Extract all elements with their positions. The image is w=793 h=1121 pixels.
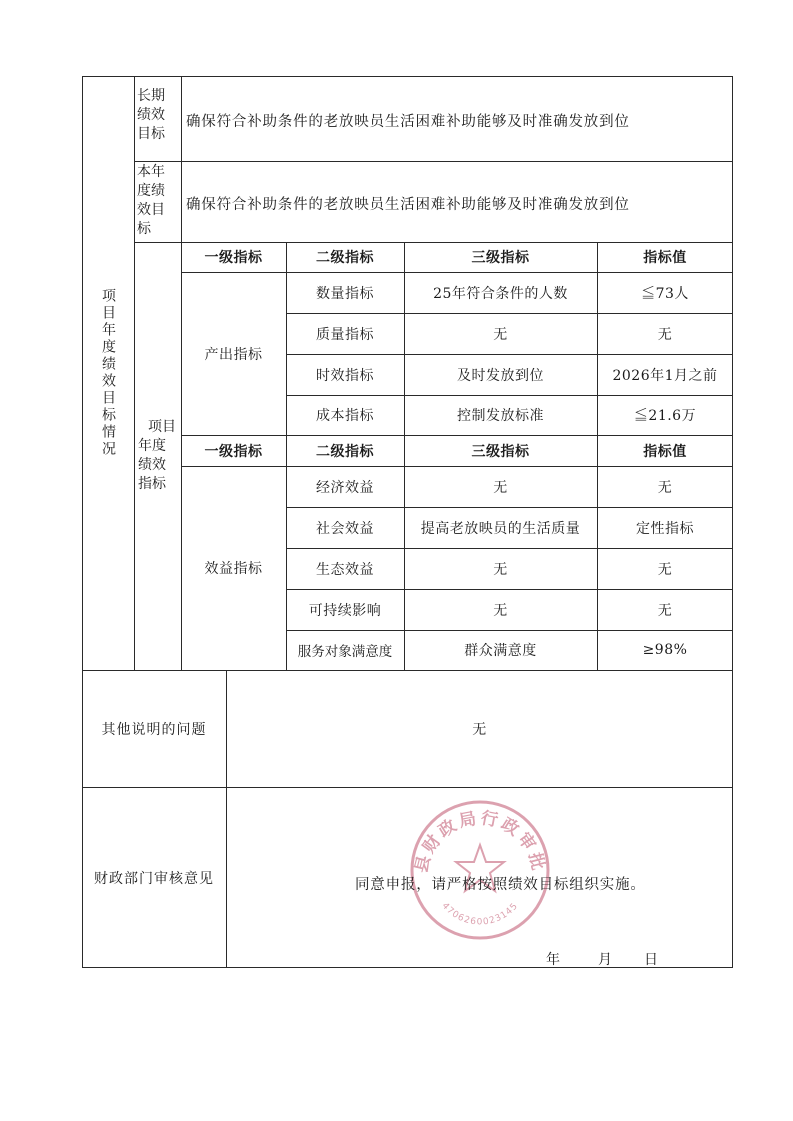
table-cell: 定性指标 — [636, 520, 694, 537]
header-level2-repeat: 二级指标 — [316, 443, 374, 460]
other-label: 其他说明的问题 — [101, 721, 207, 738]
table-cell: 无 — [493, 561, 508, 578]
long-term-goal-text: 确保符合补助条件的老放映员生活困难补助能够及时准确发放到位 — [186, 113, 630, 130]
annual-label: 本年 度绩 效目 标 — [137, 164, 165, 237]
other-value: 无 — [472, 721, 487, 738]
header-level1: 一级指标 — [204, 250, 263, 266]
section-label: 项目年度绩效目标情况 — [100, 288, 116, 458]
seal-number: 4706260023145 — [439, 901, 521, 928]
table-cell: 质量指标 — [316, 326, 374, 343]
table-cell: 数量指标 — [316, 285, 374, 302]
table-cell: 无 — [493, 602, 508, 619]
header-value: 指标值 — [643, 250, 687, 266]
table-cell: 控制发放标准 — [457, 408, 544, 424]
table-cell: 可持续影响 — [308, 602, 382, 619]
benefit-group-label: 效益指标 — [204, 561, 263, 577]
table-cell: 无 — [657, 479, 673, 496]
finance-opinion: 同意申报，请严格按照绩效目标组织实施。 — [355, 877, 646, 893]
seal-text: 县财政局行政审批 — [411, 808, 549, 875]
table-cell: 无 — [657, 326, 673, 343]
table-cell: 成本指标 — [316, 408, 374, 424]
table-cell: 提高老放映员的生活质量 — [420, 520, 581, 537]
table-cell: 2026年1月之前 — [612, 367, 718, 384]
table-cell: ≥98% — [642, 642, 688, 658]
finance-label: 财政部门审核意见 — [94, 870, 214, 887]
table-cell: 经济效益 — [316, 479, 374, 496]
table-cell: 时效指标 — [316, 367, 374, 384]
output-group-label: 产出指标 — [204, 346, 263, 363]
header-level1-repeat: 一级指标 — [204, 443, 263, 460]
table-cell: 及时发放到位 — [457, 367, 544, 384]
header-level3: 三级指标 — [471, 250, 530, 266]
date-month: 月 — [598, 952, 612, 968]
indicator-label: 项目 年度 绩效 指标 — [138, 419, 176, 492]
table-cell: 社会效益 — [316, 520, 374, 537]
header-level3-repeat: 三级指标 — [471, 443, 530, 460]
long-term-label: 长期 绩效 目标 — [137, 88, 165, 142]
annual-goal-text: 确保符合补助条件的老放映员生活困难补助能够及时准确发放到位 — [186, 196, 630, 213]
table-cell: ≦21.6万 — [633, 408, 697, 424]
table-cell: 服务对象满意度 — [297, 644, 393, 660]
official-seal — [405, 795, 555, 945]
table-cell: 25年符合条件的人数 — [433, 285, 568, 302]
table-cell: ≦73人 — [641, 285, 689, 302]
table-cell: 群众满意度 — [464, 643, 537, 659]
table-cell: 生态效益 — [316, 561, 374, 578]
header-value-repeat: 指标值 — [643, 443, 687, 460]
date-year: 年 — [546, 952, 560, 968]
table-cell: 无 — [657, 561, 673, 578]
table-cell: 无 — [493, 326, 508, 343]
table-cell: 无 — [493, 479, 508, 496]
table-cell: 无 — [657, 602, 673, 619]
date-day: 日 — [644, 952, 658, 968]
header-level2: 二级指标 — [316, 250, 374, 266]
